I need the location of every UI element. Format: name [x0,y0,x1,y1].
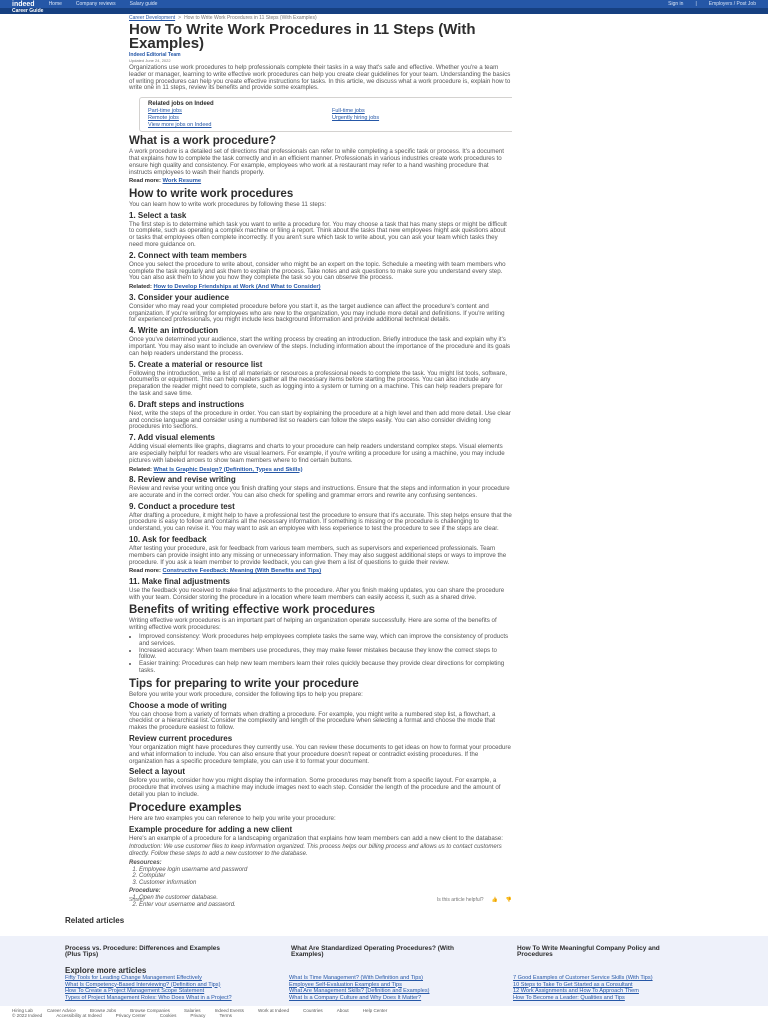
primary-nav [49,1,158,7]
footer-legal-link[interactable]: Privacy Center [115,1013,146,1018]
footer-link[interactable]: Hiring Lab [12,1008,33,1013]
paragraph: Review and revise your writing once you finish drafting your steps and instructions. Ensure that the steps and information in your procedure are accurate and in the correct order. You can also check for spelling and grammar errors and rewrite any confusing sentences. [129,485,510,499]
example-label: Procedure: [129,888,161,895]
step-heading: 9. Conduct a procedure test [129,501,235,511]
section-heading: What is a work procedure? [129,135,276,148]
list-item: 1. Open the customer database. [139,895,512,902]
step-heading: 3. Consider your audience [129,292,230,302]
step-heading: 6. Draft steps and instructions [129,399,245,409]
article-sections [129,136,512,906]
footer-link[interactable]: Work at Indeed [257,1008,290,1013]
paragraph: Before you write your work procedure, consider the following tips to help you prepare: [129,690,363,698]
footer-link[interactable]: Browse Companies [130,1008,170,1013]
explore-article-link[interactable]: 12 Work Assignments and How To Approach Them [513,988,639,995]
example-intro: Introduction: We use customer files to keep information organized. This process helps our billing process and allows us to contact customers directly. Follow these steps to add a new customer to the database. [129,844,502,857]
footer-legal-link[interactable]: Terms [219,1013,232,1018]
bullet-item: • Improved consistency: Work procedures help employees complete tasks the same way, which can improve the consistency of products and services. [139,634,512,648]
step-heading: 4. Write an introduction [129,326,219,336]
paragraph: Following the introduction, write a list of all materials or resources a professional needs to complete the task. You might list tools, software, documents or equipment. This can help readers gather all the necessary items before starting the process. You can also include any preparation the reader might need to complete, such as logging into a system or turning on a machine. This can help readers prepare for the task and save time. [129,369,507,397]
explore-article-link[interactable]: Fifty Tools for Leading Change Management Effectively [65,975,202,981]
thumbs-up-icon[interactable]: 👍 [491,897,498,903]
paragraph: You can choose from a variety of formats when drafting a procedure. For example, you might write a numbered step list, a flowchart, a checklist or a hierarchical list. Consider the complexity and length of the procedure when selecting a format and choose the mode that makes the procedure easiest to follow. [129,710,496,732]
section-heading: Benefits of writing effective work procedures [129,604,376,617]
explore-article-link[interactable]: What Is Competency-Based Interviewing? (Definition and Tips) [65,981,221,988]
paragraph: After drafting a procedure, it might help to have a professional test the procedure to ensure that it's accurate. This step helps ensure that the procedure is easy to follow and contains all the necessary information. If something is missing or the procedure is challenging to understand, you can revise it. You may want to ask an employee with less experience to test the procedure to see if the steps are clear. [129,511,512,533]
explore-article-link[interactable]: 7 Good Examples of Customer Service Skills (With Tips) [513,975,653,981]
paragraph: Next, write the steps of the procedure in order. You can start by explaining the procedure at a high level and then add more detail. Use clear and concise language and consider using a numbered list so readers can follow the steps easily. You can also consider dividing long procedures into sections. [129,409,511,431]
explore-column [513,975,713,1001]
read-more-label: Related: [129,284,152,291]
step-heading: 2. Connect with team members [129,250,247,260]
explore-article-link[interactable]: How To Become a Leader: Qualities and Tips [513,994,625,1001]
explore-column [65,975,265,1001]
related-article-link[interactable]: How To Write Meaningful Company Policy and Procedures [517,945,660,958]
related-jobs-box [139,97,512,132]
footer-legal-row [12,1013,756,1018]
related-article-link[interactable]: What Are Standardized Operating Procedures? (With Examples) [291,945,454,958]
read-more [129,178,512,185]
breadcrumb-separator: > [178,15,182,21]
share-label: Share: [129,897,144,903]
bullet-item: • Easier training: Procedures can help new team members learn their roles quickly because they provide clear directions for completing tasks. [139,661,512,675]
view-more-jobs-link[interactable]: View more jobs on Indeed [148,122,212,129]
explore-article-link[interactable]: Employee Self-Evaluation Examples and Tips [289,981,402,988]
step-heading: Example procedure for adding a new client [129,824,293,834]
bullet-item: • Increased accuracy: When team members use procedures, they may make fewer mistakes because they know the correct steps to follow. [139,648,512,662]
breadcrumb-career-development[interactable]: Career Development [129,15,176,21]
related-articles-list [65,946,687,958]
page-title: How To Write Work Procedures in 11 Steps (With Examples) [129,21,476,52]
footer-link[interactable]: Help Center [362,1008,388,1013]
list-item: 2. Enter your username and password. [139,902,512,906]
list-item: 1. Employee login username and password [139,867,512,874]
nav-home-link[interactable]: Home [48,1,62,7]
step-heading: 5. Create a material or resource list [129,359,263,369]
explore-more-articles [65,975,713,1001]
read-more-link[interactable]: What Is Graphic Design? (Definition, Types and Skills) [153,466,303,473]
explore-article-link[interactable]: 10 Steps to Take To Get Started as a Consultant [513,981,633,988]
footer-link[interactable]: Salaries [183,1008,201,1013]
paragraph: Adding visual elements like graphs, diagrams and charts to your procedure can help readers understand complex steps. Visual elements are especially helpful for readers who are visual learners. For example, if you're writing a procedure for using a machine, you may include pictures with labeled arrows to show team members where to find certain buttons. [129,443,505,464]
indeed-logo[interactable]: indeed [12,0,35,8]
related-job-link[interactable]: Remote jobs [148,115,179,122]
bullet-list [139,634,512,675]
read-more-label: Read more: [129,568,161,575]
read-more-link[interactable]: Constructive Feedback: Meaning (With Benefits and Tips) [162,568,322,575]
account-nav [668,1,756,7]
article-feedback-bar [129,893,512,907]
paragraph: The first step is to determine which task you want to write a procedure for. You may choose a task that has many steps or might be difficult to complete, such as operating a complex machine or filing a report. Think about the tasks that new employees might ask questions about or tasks that employees often complete incorrectly. If you aren't sure which task to write about, you can ask your team which tasks they need more guidance on. [129,220,507,249]
related-job-link[interactable]: Full-time jobs [332,108,365,115]
paragraph: Once you select the procedure to write about, consider who might be an expert on the topic. Schedule a meeting with team members who complete the task regularly and ask them to explain the process. Take notes and ask questions to make sure you understand every step. You can also ask them to show you how they complete the task so you can observe the process. [129,260,506,282]
paragraph: Before you write, consider how you might display the information. Some procedures may benefit from a specific layout. For example, a procedure that involves using a machine may include images next to each step. Consider the length of the procedure and the amount of detail you plan to include. [129,777,501,799]
feedback-group [437,897,512,903]
footer-legal-link[interactable]: Privacy [190,1013,206,1018]
read-more-label: Related: [129,466,152,473]
section-heading: Tips for preparing to write your procedure [129,677,359,690]
paragraph: Consider who may read your completed procedure before you start it, as the target audience can affect the procedure's content and organization. If you're writing for employees who are new to the organization, you may include more detail and definitions. If you're writing for experienced professionals, you might include less background information and provide additional technical details. [129,302,505,324]
nav-company-reviews-link[interactable]: Company reviews [75,1,116,7]
explore-article-link[interactable]: How To Create a Project Management Scope Statement [65,988,205,995]
author-link[interactable]: Indeed Editorial Team [129,52,181,58]
paragraph: Use the feedback you received to make final adjustments to the procedure. After you finish making updates, you can share the procedure with your team. Consider storing the procedure in a location where team members can easily access it, such as a shared drive. [129,586,505,601]
career-guide-link[interactable]: Career Guide [12,8,44,14]
explore-column [289,975,489,1001]
paragraph: A work procedure is a detailed set of directions that professionals can refer to while completing a specific task or process. It's a document that explains how to complete the task correctly and in an efficient manner. Professionals in various industries create work procedures to ensure high quality and consistency. For example, employees who work at a restaurant may refer to a hand washing procedure that instructs employees to wash their hands properly. [129,148,505,176]
related-articles-title: Related articles [65,916,125,925]
read-more [129,568,512,575]
explore-article-link[interactable]: What Is Time Management? (With Definition and Tips) [289,975,423,981]
step-heading: 1. Select a task [129,210,187,220]
related-article-link[interactable]: Process vs. Procedure: Differences and Examples (Plus Tips) [65,945,220,958]
explore-article-link[interactable]: What Is a Company Culture and Why Does It Matter? [289,994,422,1001]
list-item: 3. Customer information [139,880,512,887]
explore-article-link[interactable]: What Are Management Skills? (Definition and Examples) [289,988,430,995]
footer-legal-link[interactable]: Cookies [159,1013,177,1018]
paragraph: Here's an example of a procedure for a landscaping organization that explains how team members can add a new client to the database: [129,834,504,842]
intro-paragraph: Organizations use work procedures to help professionals complete their tasks in a way that's safe and effective. Whether you're a team leader or manager, learning to write effective work procedures can help you create clear guidelines for your team. Understanding the basics of writing procedures can help you create effective instructions for tasks. In this article, we discuss what a work procedure is, explain how to write one in 11 steps, review its benefits and provide some examples. [129,64,511,92]
explore-more-title: Explore more articles [65,966,147,975]
paragraph: Your organization might have procedures they currently use. You can review these documents to get ideas on how to format your procedure and what information to include. You can also ensure that your procedure doesn't repeat or contradict existing procedures. If the organization has a specific procedure template, you can use it to format your document. [129,744,511,765]
step-heading: 8. Review and revise writing [129,475,236,484]
read-more-link[interactable]: Work Resume [162,178,202,185]
nav-salary-guide-link[interactable]: Salary guide [129,1,158,7]
footer-legal-link[interactable]: Accessibility at Indeed [56,1013,102,1018]
related-articles-section [0,936,768,1006]
footer-link[interactable]: About [336,1008,349,1013]
employers-post-job-link[interactable]: Employers / Post Job [708,1,756,7]
paragraph: Writing effective work procedures is an important part of helping an organization operate successfully. Here are some of the benefits of writing effective work procedures: [129,617,497,632]
step-heading: Review current procedures [129,734,233,744]
list-item: 2. Computer [139,873,512,880]
related-jobs-links [148,108,506,128]
read-more [129,284,512,291]
section-heading: How to write work procedures [129,187,294,200]
related-jobs-title: Related jobs on Indeed [148,101,214,108]
updated-date: Updated June 24, 2022 [129,58,171,63]
related-job-link[interactable]: Urgently hiring jobs [332,115,380,122]
footer-link[interactable]: Browse Jobs [89,1008,117,1013]
explore-article-link[interactable]: Types of Project Management Roles: Who Does What in a Project? [65,994,232,1001]
top-navigation-bar [0,0,768,8]
nav-divider: | [695,1,697,7]
step-heading: 10. Ask for feedback [129,534,207,544]
feedback-question: Is this article helpful? [436,897,484,903]
read-more-link[interactable]: How to Develop Friendships at Work (And What to Consider) [153,284,321,291]
step-heading: 7. Add visual elements [129,433,215,443]
numbered-list [139,867,512,887]
footer-legal-link[interactable]: © 2022 Indeed [12,1013,43,1018]
related-job-link[interactable]: Part-time jobs [148,108,182,115]
read-more [129,467,512,474]
footer-link[interactable]: Career Advice [46,1008,76,1013]
paragraph: You can learn how to write work procedures by following these 11 steps: [129,200,327,208]
footer-link[interactable]: Indeed Events [214,1008,244,1013]
paragraph: After testing your procedure, ask for feedback from various team members, such as supervisors and experienced professionals. Team members can provide insight into any missing or unnecessary information. They may also suggest additional steps or ways to improve the procedure. If you ask a team member to provide feedback, you can give them a list of questions to guide their review. [129,544,507,566]
thumbs-down-icon[interactable]: 👎 [505,897,512,903]
step-heading: 11. Make final adjustments [129,576,230,586]
paragraph: Once you've determined your audience, start the writing process by creating an introduction. Briefly introduce the task and explain why it's important. You may also want to include an overview of the steps. Including information about the importance of the procedure and its goals can help readers understand the process. [129,336,511,357]
read-more-label: Read more: [129,178,161,185]
footer-link[interactable]: Countries [303,1008,323,1013]
step-heading: Choose a mode of writing [129,700,227,710]
example-label: Resources: [129,859,162,866]
section-heading: Procedure examples [129,801,242,814]
sign-in-link[interactable]: Sign in [668,1,684,7]
paragraph: Here are two examples you can reference to help you write your procedure: [129,814,336,822]
page-footer [0,1006,768,1024]
breadcrumb-current: How to Write Work Procedures in 11 Steps (With Examples) [184,15,317,21]
article-body [129,14,512,906]
step-heading: Select a layout [129,767,186,777]
